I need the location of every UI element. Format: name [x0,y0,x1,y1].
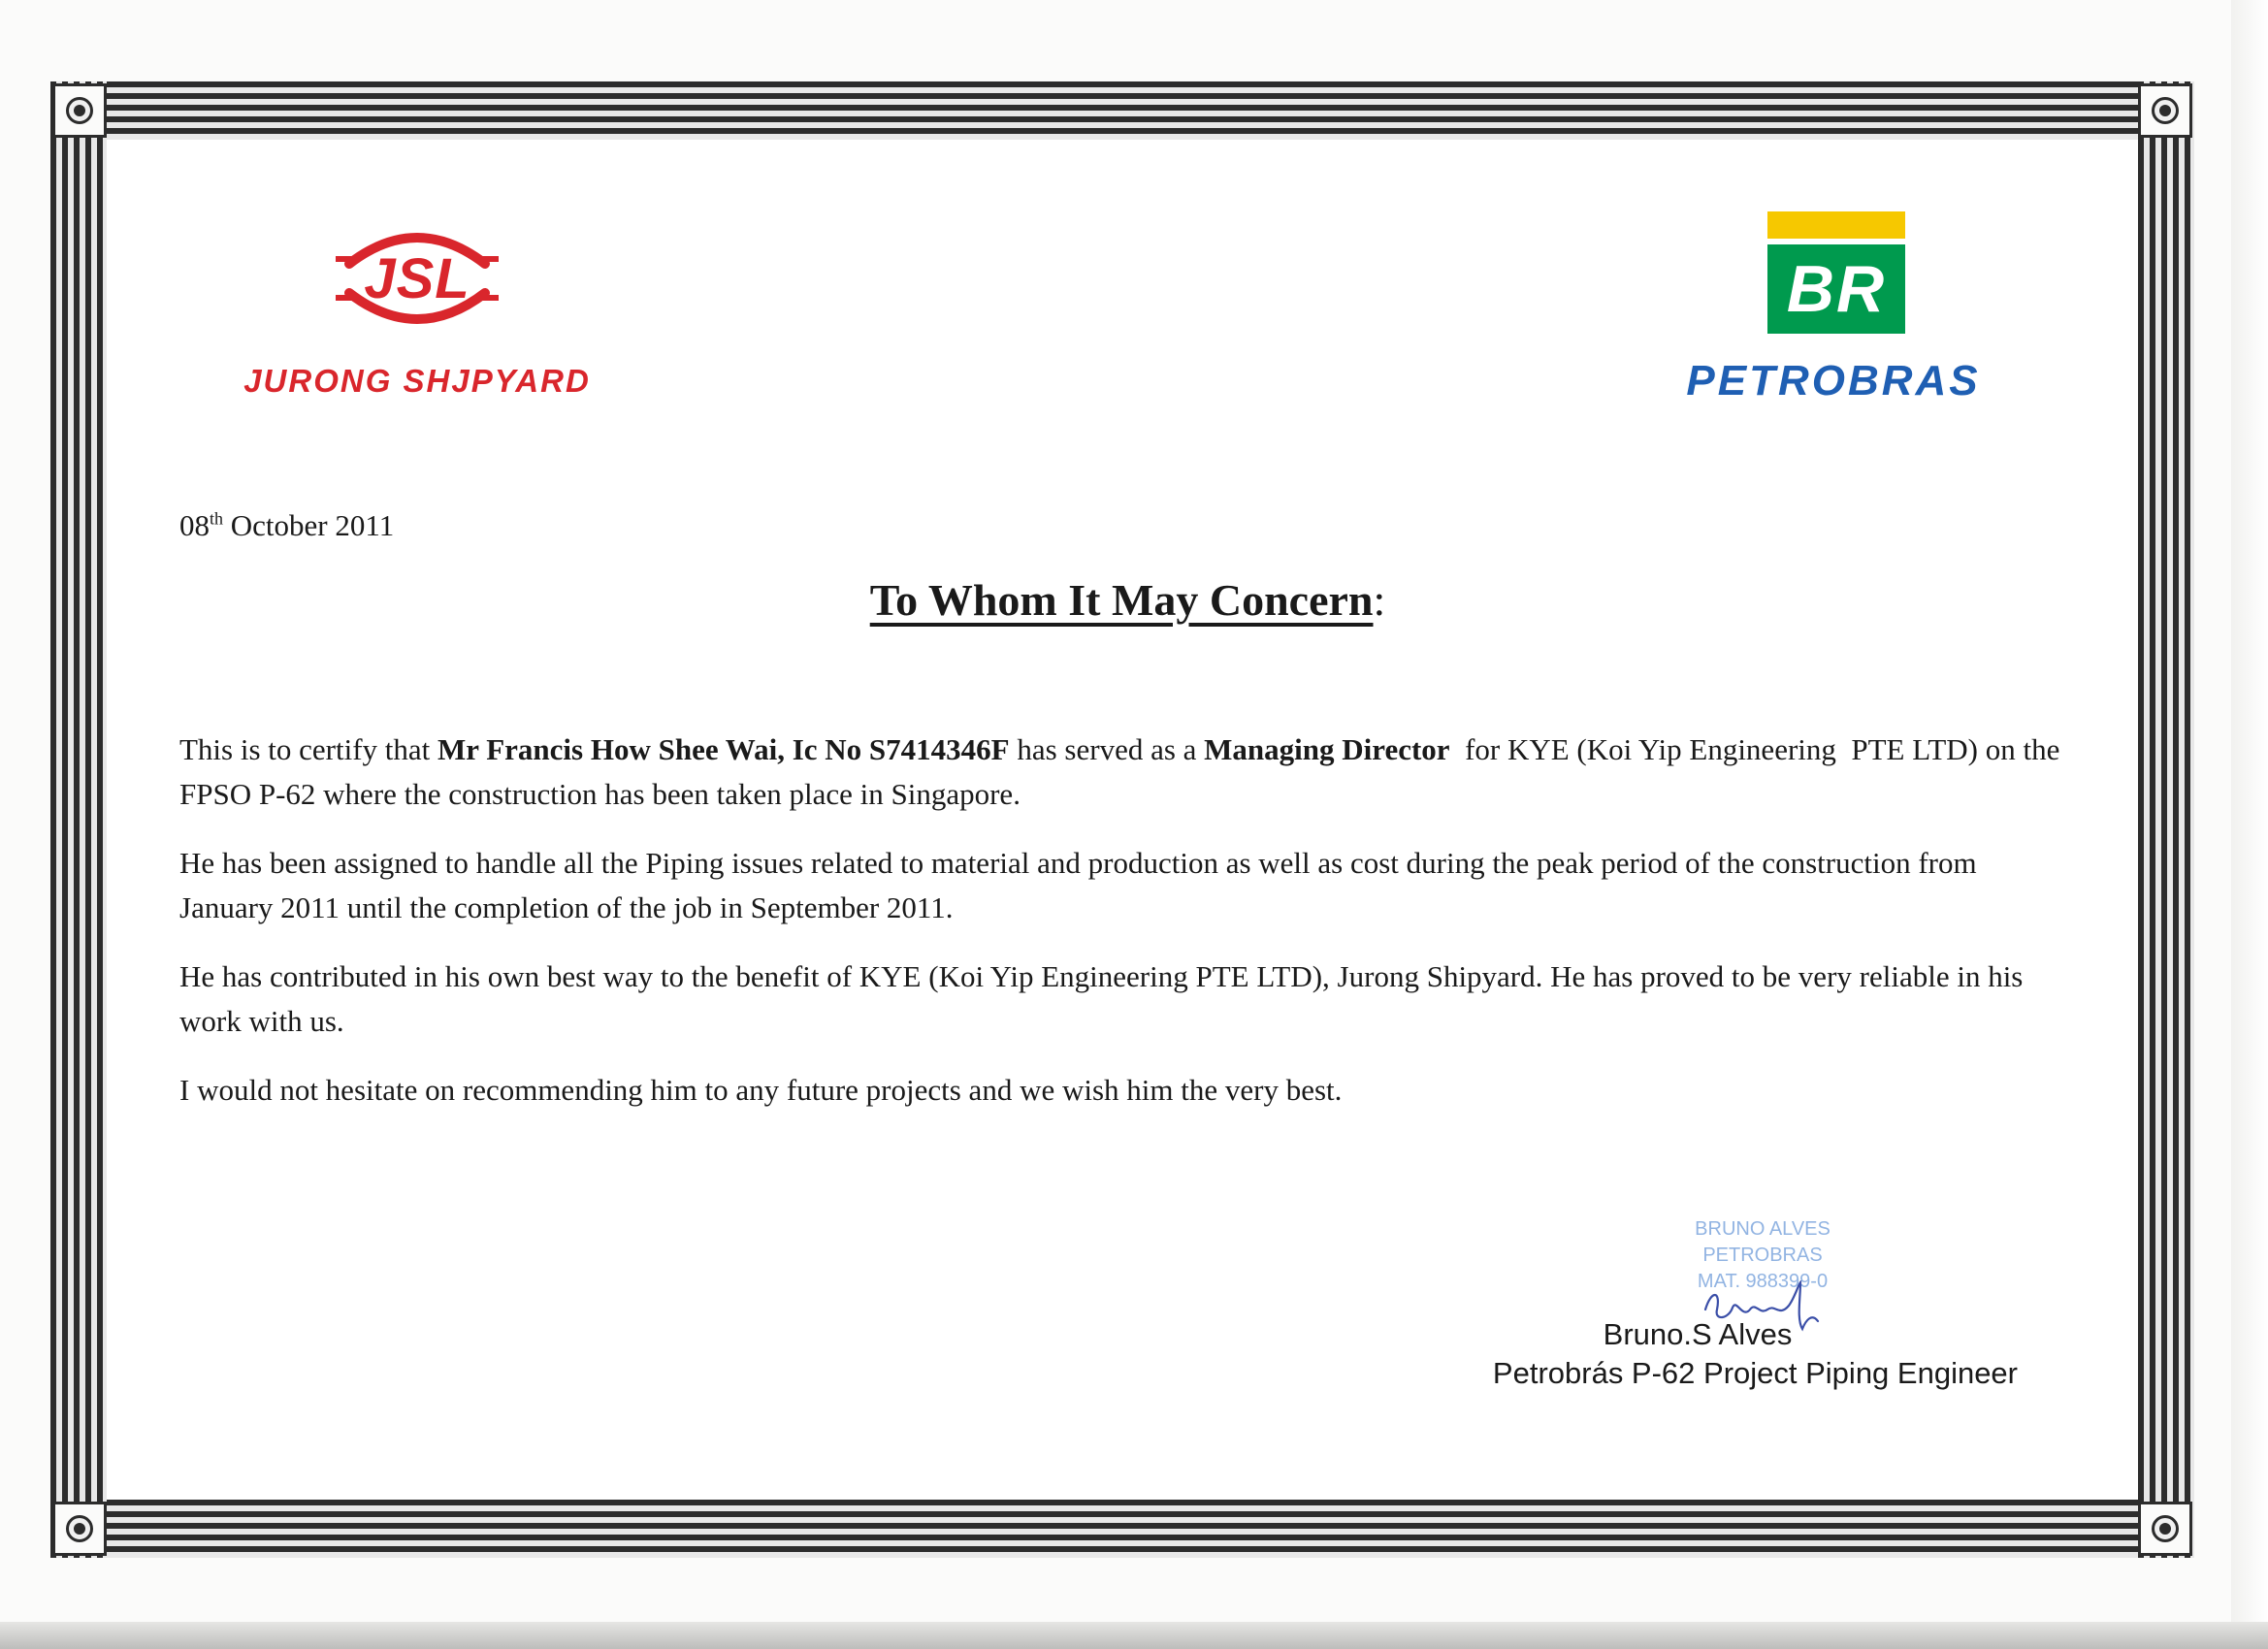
br-logo-mark: BR [1786,252,1887,326]
frame-band-left [50,81,107,1558]
jsl-logo-mark: JSL [364,247,470,310]
petrobras-br-logo [1649,211,2018,415]
frame-corner-rivet-icon [2138,1502,2192,1556]
p1-text-3: for KYE (Koi Yip Engineering PTE LTD) on the FPSO P-62 where the construction has been taken place in Singapore. [179,732,2068,811]
date-month-year: October 2011 [223,508,395,542]
p1-role: Managing Director [1204,732,1450,766]
br-green-box [1767,244,1905,334]
paragraph-1 [179,728,2068,817]
stamp-line-1: BRUNO ALVES [1695,1218,1831,1240]
stamp-line-2: PETROBRAS [1702,1245,1823,1266]
frame-band-top [50,81,2194,140]
p1-name-id: Mr Francis How Shee Wai, Ic No S7414346F [437,732,1010,766]
signer-title: Petrobrás P-62 Project Piping Engineer [1492,1356,2018,1390]
frame-corner-rivet-icon [2138,83,2192,138]
letter-date [179,508,394,543]
frame-corner-rivet-icon [52,1502,107,1556]
br-yellow-bar [1767,211,1905,239]
scan-edge-right [2231,0,2268,1649]
petrobras-logo-name: PETROBRAS [1686,357,1981,404]
date-day: 08 [179,508,210,542]
paragraph-3: He has contributed in his own best way to the benefit of KYE (Koi Yip Engineering PTE LTD), Jurong Shipyard. He has proved to be very reliable in his work with us. [179,959,2024,1038]
letter-heading [0,574,2255,626]
p1-text-1: This is to certify that [179,732,438,766]
scan-edge-bottom [0,1622,2268,1649]
p1-text-2: has served as a [1009,732,1205,766]
stamp-line-3: MAT. 988399-0 [1697,1271,1829,1292]
jsl-logo [243,225,592,409]
paragraph-2: He has been assigned to handle all the Piping issues related to material and production as well as cost during the peak period of the construction from January 2011 until the completion of the job in September 2011. [179,846,1977,924]
signer-name: Bruno.S Alves [1603,1317,1793,1351]
frame-corner-rivet-icon [52,83,107,138]
frame-band-bottom [50,1500,2194,1558]
jsl-logo-name: JURONG SHJPYARD [243,363,591,399]
heading-colon: : [1373,575,1386,625]
paragraph-4: I would not hesitate on recommending him to any future projects and we wish him the very best. [179,1073,1343,1107]
heading-text: To Whom It May Concern [869,575,1374,625]
letter-body [179,728,2068,1137]
frame-band-right [2138,81,2194,1558]
date-suffix: th [210,508,224,529]
